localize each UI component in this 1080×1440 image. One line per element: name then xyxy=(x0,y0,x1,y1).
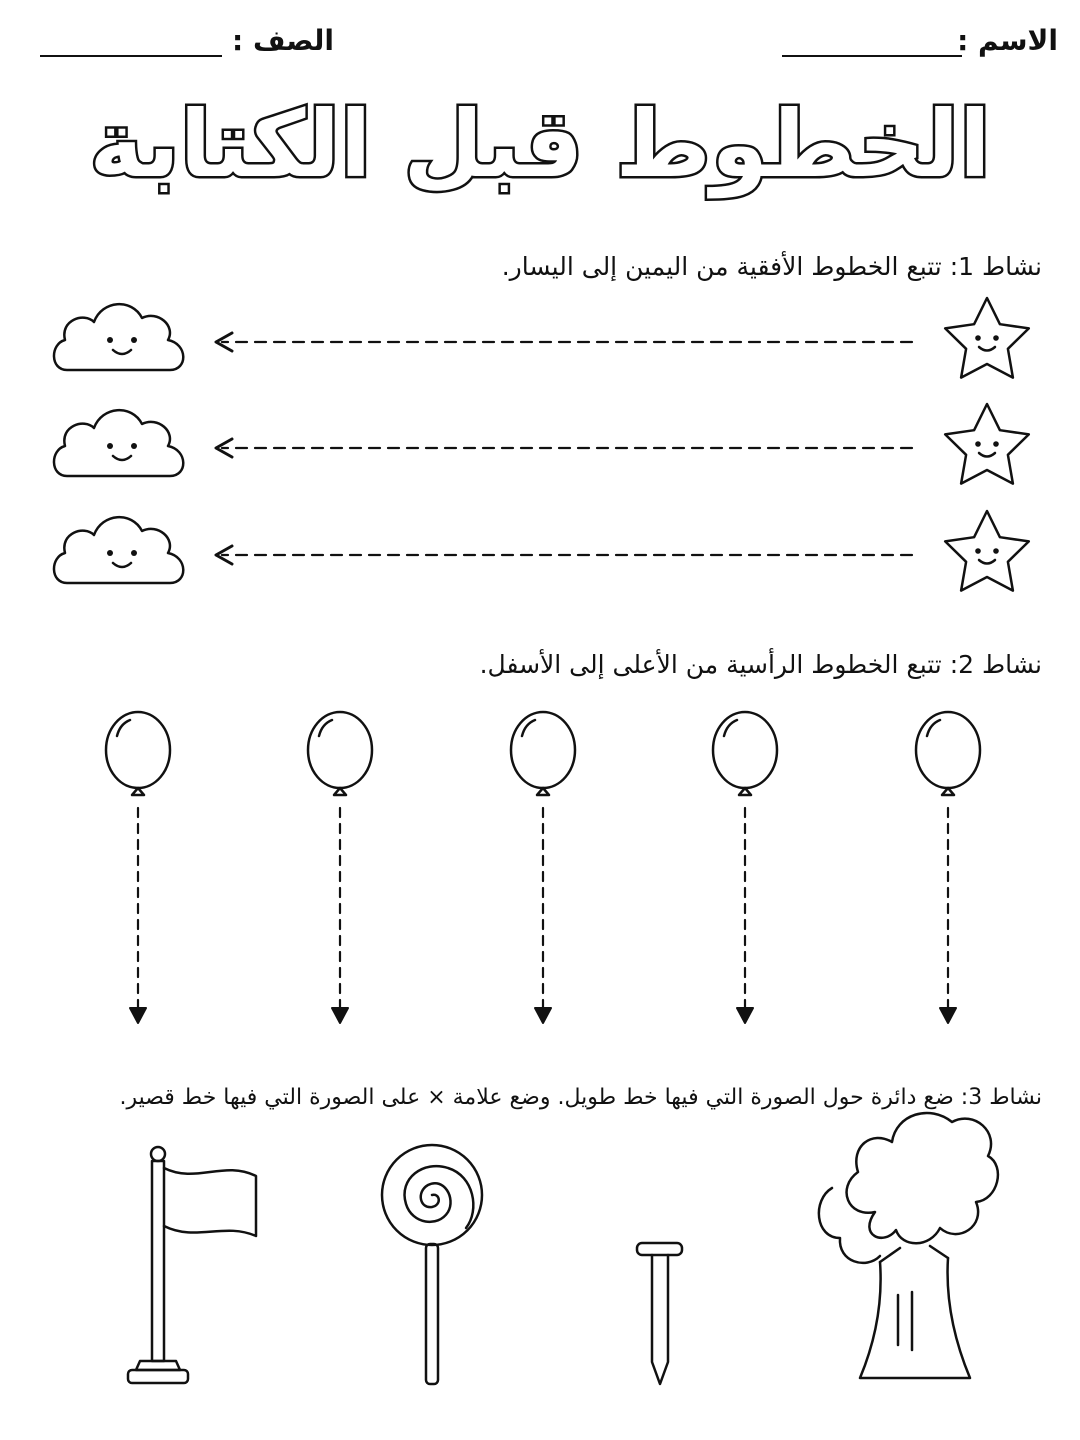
page-title: الخطوط قبل الكتابة xyxy=(89,91,991,198)
cloud-smiley-icon xyxy=(54,410,183,476)
nail-icon xyxy=(637,1243,682,1384)
arrow-down-icon xyxy=(130,1008,146,1023)
arrow-down-icon xyxy=(332,1008,348,1023)
cloud-smiley-icon xyxy=(54,517,183,583)
star-smiley-icon xyxy=(945,511,1029,591)
balloon-icon xyxy=(916,712,980,795)
activity3-instruction: نشاط 3: ضع دائرة حول الصورة التي فيها خط طويل. وضع علامة × على الصورة التي فيها خط قصير. xyxy=(119,1085,1042,1110)
class-label: الصف : xyxy=(232,24,334,57)
activity1-instruction: نشاط 1: تتبع الخطوط الأفقية من اليمين إلى اليسار. xyxy=(501,252,1042,281)
name-label: الاسم : xyxy=(957,24,1058,57)
balloon-icon xyxy=(713,712,777,795)
balloon-icon xyxy=(308,712,372,795)
star-smiley-icon xyxy=(945,404,1029,484)
tree-icon xyxy=(819,1113,998,1378)
arrow-down-icon xyxy=(535,1008,551,1023)
balloon-icon xyxy=(106,712,170,795)
cloud-smiley-icon xyxy=(54,304,183,370)
lollipop-icon xyxy=(382,1145,482,1384)
flag-icon xyxy=(128,1147,256,1383)
activity2-instruction: نشاط 2: تتبع الخطوط الرأسية من الأعلى إلى الأسفل. xyxy=(479,650,1042,679)
arrow-down-icon xyxy=(940,1008,956,1023)
arrow-down-icon xyxy=(737,1008,753,1023)
star-smiley-icon xyxy=(945,298,1029,378)
balloon-icon xyxy=(511,712,575,795)
